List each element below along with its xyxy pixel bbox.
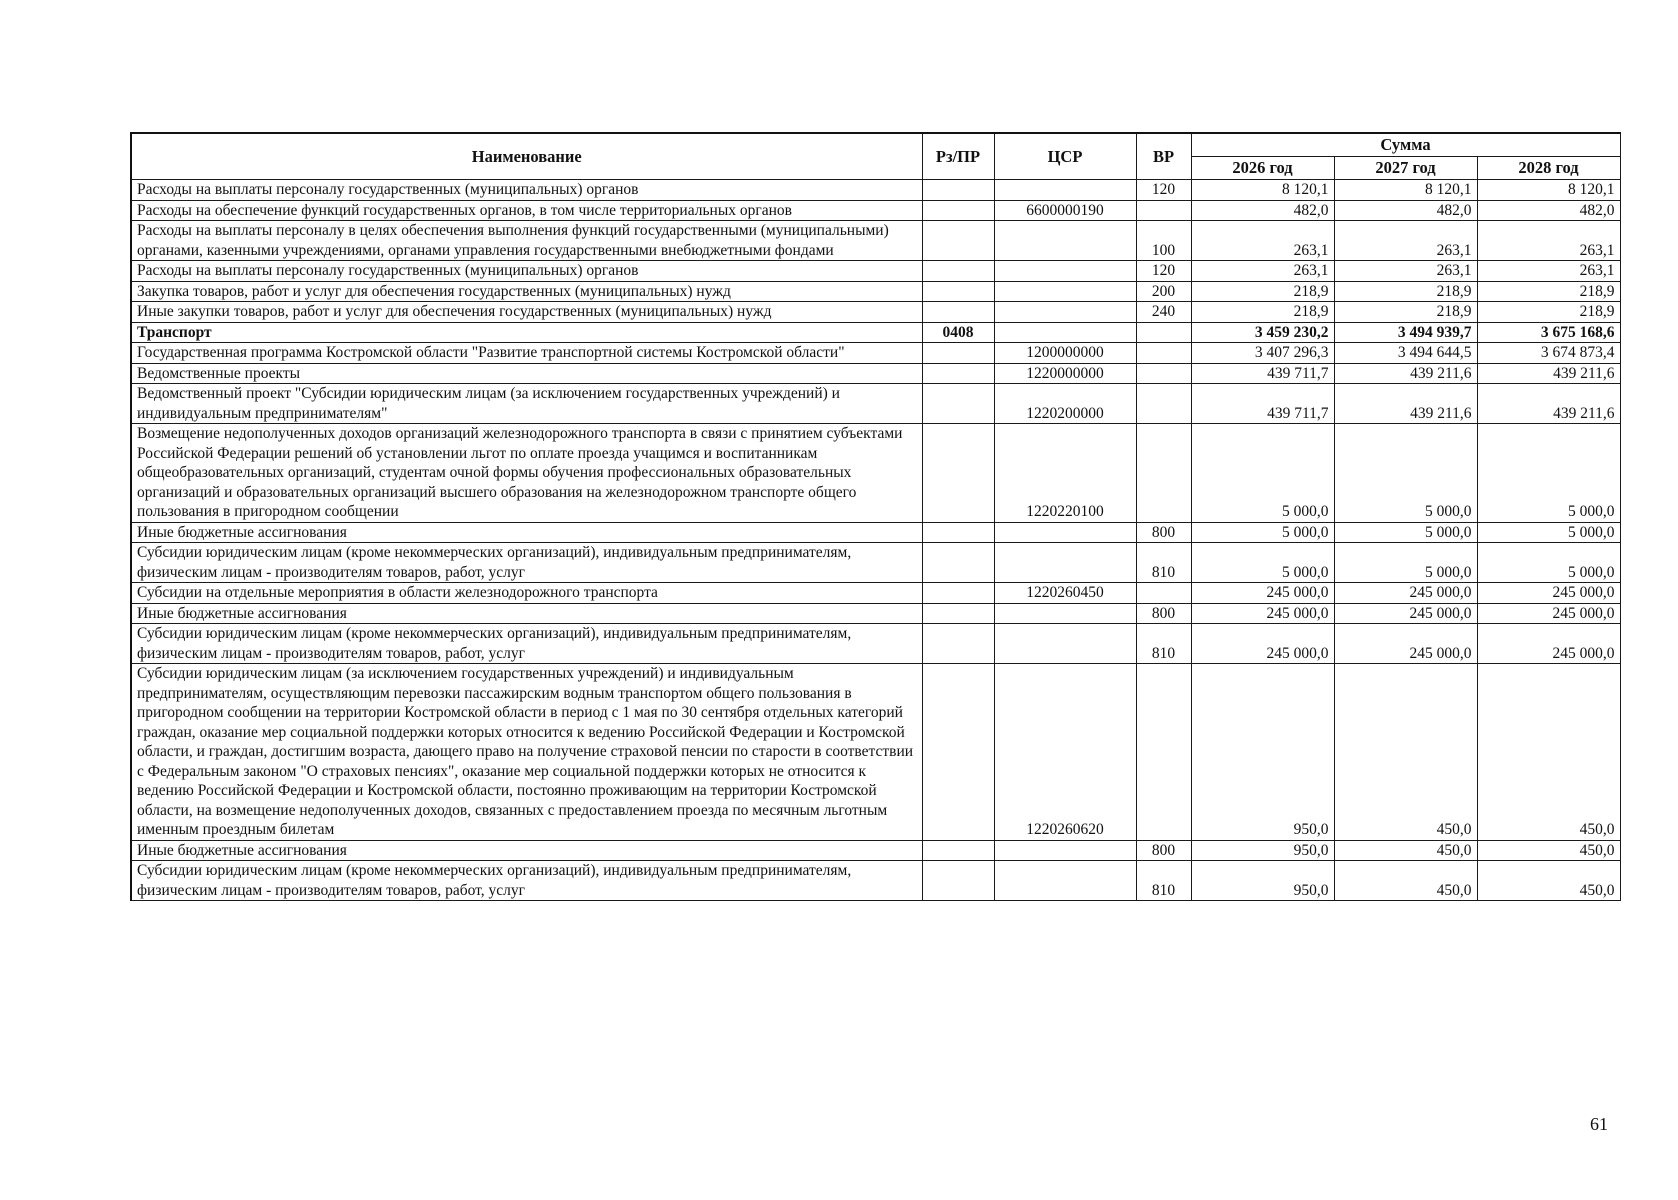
cell-2028: 263,1 xyxy=(1477,221,1620,261)
cell-name: Расходы на выплаты персоналу государственных (муниципальных) органов xyxy=(131,180,922,201)
table-row xyxy=(131,363,1620,384)
cell-rzpr xyxy=(922,200,994,221)
cell-csr: 1220220100 xyxy=(994,424,1136,523)
cell-2026: 218,9 xyxy=(1191,302,1334,323)
cell-csr xyxy=(994,543,1136,583)
table-header xyxy=(131,133,1620,180)
table-row xyxy=(131,624,1620,664)
cell-2026: 263,1 xyxy=(1191,261,1334,282)
cell-rzpr xyxy=(922,363,994,384)
cell-csr: 1200000000 xyxy=(994,343,1136,364)
cell-2028: 245 000,0 xyxy=(1477,624,1620,664)
cell-2028: 8 120,1 xyxy=(1477,180,1620,201)
table-row xyxy=(131,840,1620,861)
cell-2028: 450,0 xyxy=(1477,664,1620,841)
cell-name: Субсидии юридическим лицам (за исключением государственных учреждений) и индивидуальным предпринимателям, осуществляющим перевозки пассажирским водным транспортом общего пользования в пригородном сообщении на территории Костромской области в период с 1 мая по 30 сентября отдельных категорий граждан, оказание мер социальной поддержки которых относится к ведению Российской Федерации и Костромской области, и граждан, достигшим возраста, дающего право на получение страховой пенсии по старости в соответствии с Федеральным законом "О страховых пенсиях", оказание мер социальной поддержки которых не относится к ведению Российской Федерации и Костромской области, постоянно проживающим на территории Костромской области, на возмещение недополученных доходов, связанных с предоставлением проезда по месячным льготным именным проездным билетам xyxy=(131,664,922,841)
cell-csr: 1220260450 xyxy=(994,583,1136,604)
cell-2028: 5 000,0 xyxy=(1477,543,1620,583)
cell-2026: 245 000,0 xyxy=(1191,624,1334,664)
cell-name: Субсидии юридическим лицам (кроме некоммерческих организаций), индивидуальным предпринимателям, физическим лицам - производителям товаров, работ, услуг xyxy=(131,624,922,664)
cell-2028: 5 000,0 xyxy=(1477,424,1620,523)
cell-rzpr xyxy=(922,221,994,261)
cell-2026: 439 711,7 xyxy=(1191,384,1334,424)
cell-rzpr xyxy=(922,583,994,604)
cell-2028: 439 211,6 xyxy=(1477,363,1620,384)
cell-2027: 5 000,0 xyxy=(1334,424,1477,523)
table-row xyxy=(131,281,1620,302)
table-row xyxy=(131,522,1620,543)
cell-2026: 950,0 xyxy=(1191,840,1334,861)
cell-rzpr xyxy=(922,543,994,583)
cell-2027: 482,0 xyxy=(1334,200,1477,221)
cell-2027: 218,9 xyxy=(1334,302,1477,323)
cell-2027: 3 494 644,5 xyxy=(1334,343,1477,364)
table-row xyxy=(131,180,1620,201)
cell-2028: 482,0 xyxy=(1477,200,1620,221)
cell-name: Субсидии на отдельные мероприятия в области железнодорожного транспорта xyxy=(131,583,922,604)
cell-2026: 3 459 230,2 xyxy=(1191,322,1334,343)
cell-rzpr xyxy=(922,603,994,624)
cell-rzpr xyxy=(922,343,994,364)
cell-2027: 263,1 xyxy=(1334,261,1477,282)
cell-2028: 3 675 168,6 xyxy=(1477,322,1620,343)
header-name: Наименование xyxy=(131,133,922,180)
cell-csr: 6600000190 xyxy=(994,200,1136,221)
cell-csr xyxy=(994,180,1136,201)
cell-name: Расходы на обеспечение функций государственных органов, в том числе территориальных органов xyxy=(131,200,922,221)
cell-vr: 240 xyxy=(1136,302,1191,323)
cell-vr xyxy=(1136,424,1191,523)
cell-name: Ведомственный проект "Субсидии юридическим лицам (за исключением государственных учреждений) и индивидуальным предпринимателям" xyxy=(131,384,922,424)
cell-csr xyxy=(994,322,1136,343)
cell-csr xyxy=(994,522,1136,543)
table-row xyxy=(131,261,1620,282)
cell-vr: 120 xyxy=(1136,180,1191,201)
table-row xyxy=(131,543,1620,583)
cell-vr xyxy=(1136,583,1191,604)
cell-2027: 450,0 xyxy=(1334,861,1477,901)
table-row xyxy=(131,583,1620,604)
cell-name: Государственная программа Костромской области "Развитие транспортной системы Костромской области" xyxy=(131,343,922,364)
cell-2028: 3 674 873,4 xyxy=(1477,343,1620,364)
cell-name: Иные бюджетные ассигнования xyxy=(131,603,922,624)
cell-vr: 120 xyxy=(1136,261,1191,282)
cell-vr: 810 xyxy=(1136,624,1191,664)
cell-name: Субсидии юридическим лицам (кроме некоммерческих организаций), индивидуальным предпринимателям, физическим лицам - производителям товаров, работ, услуг xyxy=(131,861,922,901)
table-row xyxy=(131,424,1620,523)
cell-2027: 8 120,1 xyxy=(1334,180,1477,201)
cell-2026: 950,0 xyxy=(1191,664,1334,841)
cell-2026: 245 000,0 xyxy=(1191,603,1334,624)
cell-vr: 200 xyxy=(1136,281,1191,302)
header-year-2027: 2027 год xyxy=(1334,157,1477,180)
cell-2028: 439 211,6 xyxy=(1477,384,1620,424)
cell-2028: 218,9 xyxy=(1477,302,1620,323)
table-row xyxy=(131,302,1620,323)
cell-2028: 245 000,0 xyxy=(1477,583,1620,604)
cell-csr xyxy=(994,281,1136,302)
table-row xyxy=(131,221,1620,261)
cell-csr xyxy=(994,221,1136,261)
cell-vr xyxy=(1136,363,1191,384)
cell-rzpr xyxy=(922,384,994,424)
cell-2027: 245 000,0 xyxy=(1334,624,1477,664)
cell-name: Иные бюджетные ассигнования xyxy=(131,522,922,543)
cell-name: Иные бюджетные ассигнования xyxy=(131,840,922,861)
cell-vr: 800 xyxy=(1136,840,1191,861)
cell-2028: 5 000,0 xyxy=(1477,522,1620,543)
cell-rzpr: 0408 xyxy=(922,322,994,343)
cell-rzpr xyxy=(922,522,994,543)
table-row xyxy=(131,200,1620,221)
cell-csr xyxy=(994,624,1136,664)
cell-2026: 5 000,0 xyxy=(1191,522,1334,543)
cell-2026: 5 000,0 xyxy=(1191,424,1334,523)
table-row xyxy=(131,664,1620,841)
cell-csr xyxy=(994,603,1136,624)
table-body xyxy=(131,180,1620,901)
cell-2027: 218,9 xyxy=(1334,281,1477,302)
cell-2028: 450,0 xyxy=(1477,861,1620,901)
header-sum: Сумма xyxy=(1191,133,1620,157)
cell-rzpr xyxy=(922,861,994,901)
cell-2028: 263,1 xyxy=(1477,261,1620,282)
cell-2027: 450,0 xyxy=(1334,840,1477,861)
cell-csr xyxy=(994,302,1136,323)
cell-vr: 800 xyxy=(1136,522,1191,543)
cell-csr xyxy=(994,840,1136,861)
cell-name: Субсидии юридическим лицам (кроме некоммерческих организаций), индивидуальным предпринимателям, физическим лицам - производителям товаров, работ, услуг xyxy=(131,543,922,583)
cell-csr xyxy=(994,861,1136,901)
budget-table xyxy=(130,132,1621,901)
cell-vr xyxy=(1136,343,1191,364)
cell-2026: 218,9 xyxy=(1191,281,1334,302)
cell-vr: 800 xyxy=(1136,603,1191,624)
table-row xyxy=(131,343,1620,364)
cell-rzpr xyxy=(922,281,994,302)
cell-rzpr xyxy=(922,840,994,861)
cell-vr xyxy=(1136,200,1191,221)
page-number: 61 xyxy=(1590,1114,1608,1134)
cell-name: Иные закупки товаров, работ и услуг для обеспечения государственных (муниципальных) нужд xyxy=(131,302,922,323)
cell-name: Расходы на выплаты персоналу в целях обеспечения выполнения функций государственными (муниципальными) органами, казенными учреждениями, органами управления государственными внебюджетными фондами xyxy=(131,221,922,261)
cell-rzpr xyxy=(922,424,994,523)
cell-vr xyxy=(1136,664,1191,841)
cell-2026: 950,0 xyxy=(1191,861,1334,901)
cell-2028: 218,9 xyxy=(1477,281,1620,302)
cell-name: Закупка товаров, работ и услуг для обеспечения государственных (муниципальных) нужд xyxy=(131,281,922,302)
cell-2026: 439 711,7 xyxy=(1191,363,1334,384)
cell-2027: 439 211,6 xyxy=(1334,384,1477,424)
cell-2026: 245 000,0 xyxy=(1191,583,1334,604)
cell-name: Ведомственные проекты xyxy=(131,363,922,384)
cell-2027: 450,0 xyxy=(1334,664,1477,841)
cell-rzpr xyxy=(922,180,994,201)
header-year-2026: 2026 год xyxy=(1191,157,1334,180)
cell-2027: 5 000,0 xyxy=(1334,543,1477,583)
cell-vr: 100 xyxy=(1136,221,1191,261)
table-row xyxy=(131,322,1620,343)
header-rzpr: Рз/ПР xyxy=(922,133,994,180)
cell-csr: 1220260620 xyxy=(994,664,1136,841)
header-year-2028: 2028 год xyxy=(1477,157,1620,180)
cell-2027: 263,1 xyxy=(1334,221,1477,261)
cell-2026: 263,1 xyxy=(1191,221,1334,261)
table-row xyxy=(131,603,1620,624)
cell-2027: 245 000,0 xyxy=(1334,583,1477,604)
cell-csr xyxy=(994,261,1136,282)
cell-vr xyxy=(1136,322,1191,343)
header-csr: ЦСР xyxy=(994,133,1136,180)
cell-csr: 1220000000 xyxy=(994,363,1136,384)
cell-2026: 8 120,1 xyxy=(1191,180,1334,201)
cell-name: Возмещение недополученных доходов организаций железнодорожного транспорта в связи с принятием субъектами Российской Федерации решений об установлении льгот по оплате проезда учащимся и воспитанникам общеобразовательных организаций, студентам очной формы обучения профессиональных образовательных организаций и образовательных организаций высшего образования на железнодорожном транспорте общего пользования в пригородном сообщении xyxy=(131,424,922,523)
cell-2026: 3 407 296,3 xyxy=(1191,343,1334,364)
cell-2027: 3 494 939,7 xyxy=(1334,322,1477,343)
cell-name: Расходы на выплаты персоналу государственных (муниципальных) органов xyxy=(131,261,922,282)
cell-2027: 439 211,6 xyxy=(1334,363,1477,384)
cell-rzpr xyxy=(922,302,994,323)
cell-rzpr xyxy=(922,664,994,841)
header-vr: ВР xyxy=(1136,133,1191,180)
cell-csr: 1220200000 xyxy=(994,384,1136,424)
table-row xyxy=(131,861,1620,901)
cell-vr: 810 xyxy=(1136,543,1191,583)
cell-2028: 245 000,0 xyxy=(1477,603,1620,624)
cell-2026: 482,0 xyxy=(1191,200,1334,221)
cell-2026: 5 000,0 xyxy=(1191,543,1334,583)
cell-vr: 810 xyxy=(1136,861,1191,901)
cell-rzpr xyxy=(922,261,994,282)
cell-2027: 245 000,0 xyxy=(1334,603,1477,624)
cell-name: Транспорт xyxy=(131,322,922,343)
cell-rzpr xyxy=(922,624,994,664)
table-row xyxy=(131,384,1620,424)
cell-2027: 5 000,0 xyxy=(1334,522,1477,543)
cell-vr xyxy=(1136,384,1191,424)
cell-2028: 450,0 xyxy=(1477,840,1620,861)
